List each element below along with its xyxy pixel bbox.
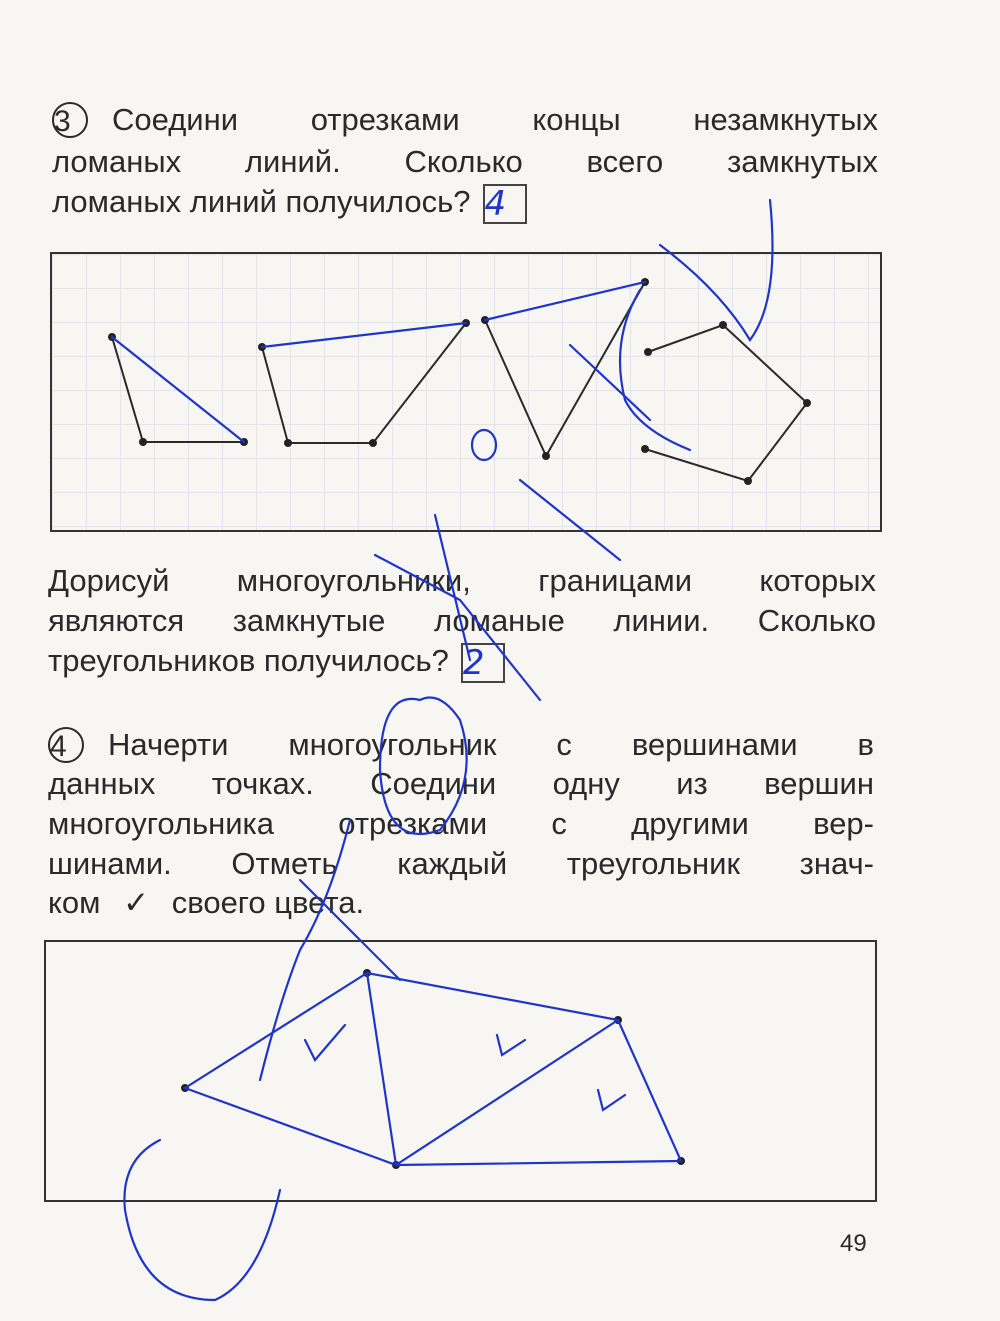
text: ком bbox=[48, 885, 101, 920]
answer-box-triangles[interactable]: 2 bbox=[461, 643, 505, 683]
check-mark-icon: ✓ bbox=[123, 885, 150, 920]
task4-line-4: шинами. Отметь каждый треугольник знач- bbox=[48, 846, 874, 881]
task4-line-2: данных точках. Соедини одну из вершин bbox=[48, 766, 874, 801]
task-number-4: 4 bbox=[48, 727, 84, 763]
task3-line-2: ломаных линий. Сколько всего замкнутых bbox=[52, 144, 878, 179]
page-number: 49 bbox=[840, 1230, 867, 1257]
task-number-3: 3 bbox=[52, 102, 88, 138]
text: треугольников получилось? bbox=[48, 643, 449, 679]
answer-box-closed-lines[interactable]: 4 bbox=[483, 184, 527, 224]
text: Соедини отрезками концы незамкнутых bbox=[112, 102, 878, 137]
text: ломаных линий получилось? bbox=[52, 184, 471, 220]
task3b-line-1: Дорисуй многоугольники, границами которых bbox=[48, 563, 876, 598]
text: Начерти многоугольник с вершинами в bbox=[108, 727, 874, 762]
task4-line-3: многоугольника отрезками с другими вер- bbox=[48, 806, 874, 841]
printed-polylines bbox=[112, 282, 807, 481]
text: своего цвета. bbox=[171, 885, 365, 920]
points bbox=[108, 278, 811, 1169]
pen-ink bbox=[112, 200, 773, 1300]
task3b-line-2: являются замкнутые ломаные линии. Сколько bbox=[48, 603, 876, 638]
